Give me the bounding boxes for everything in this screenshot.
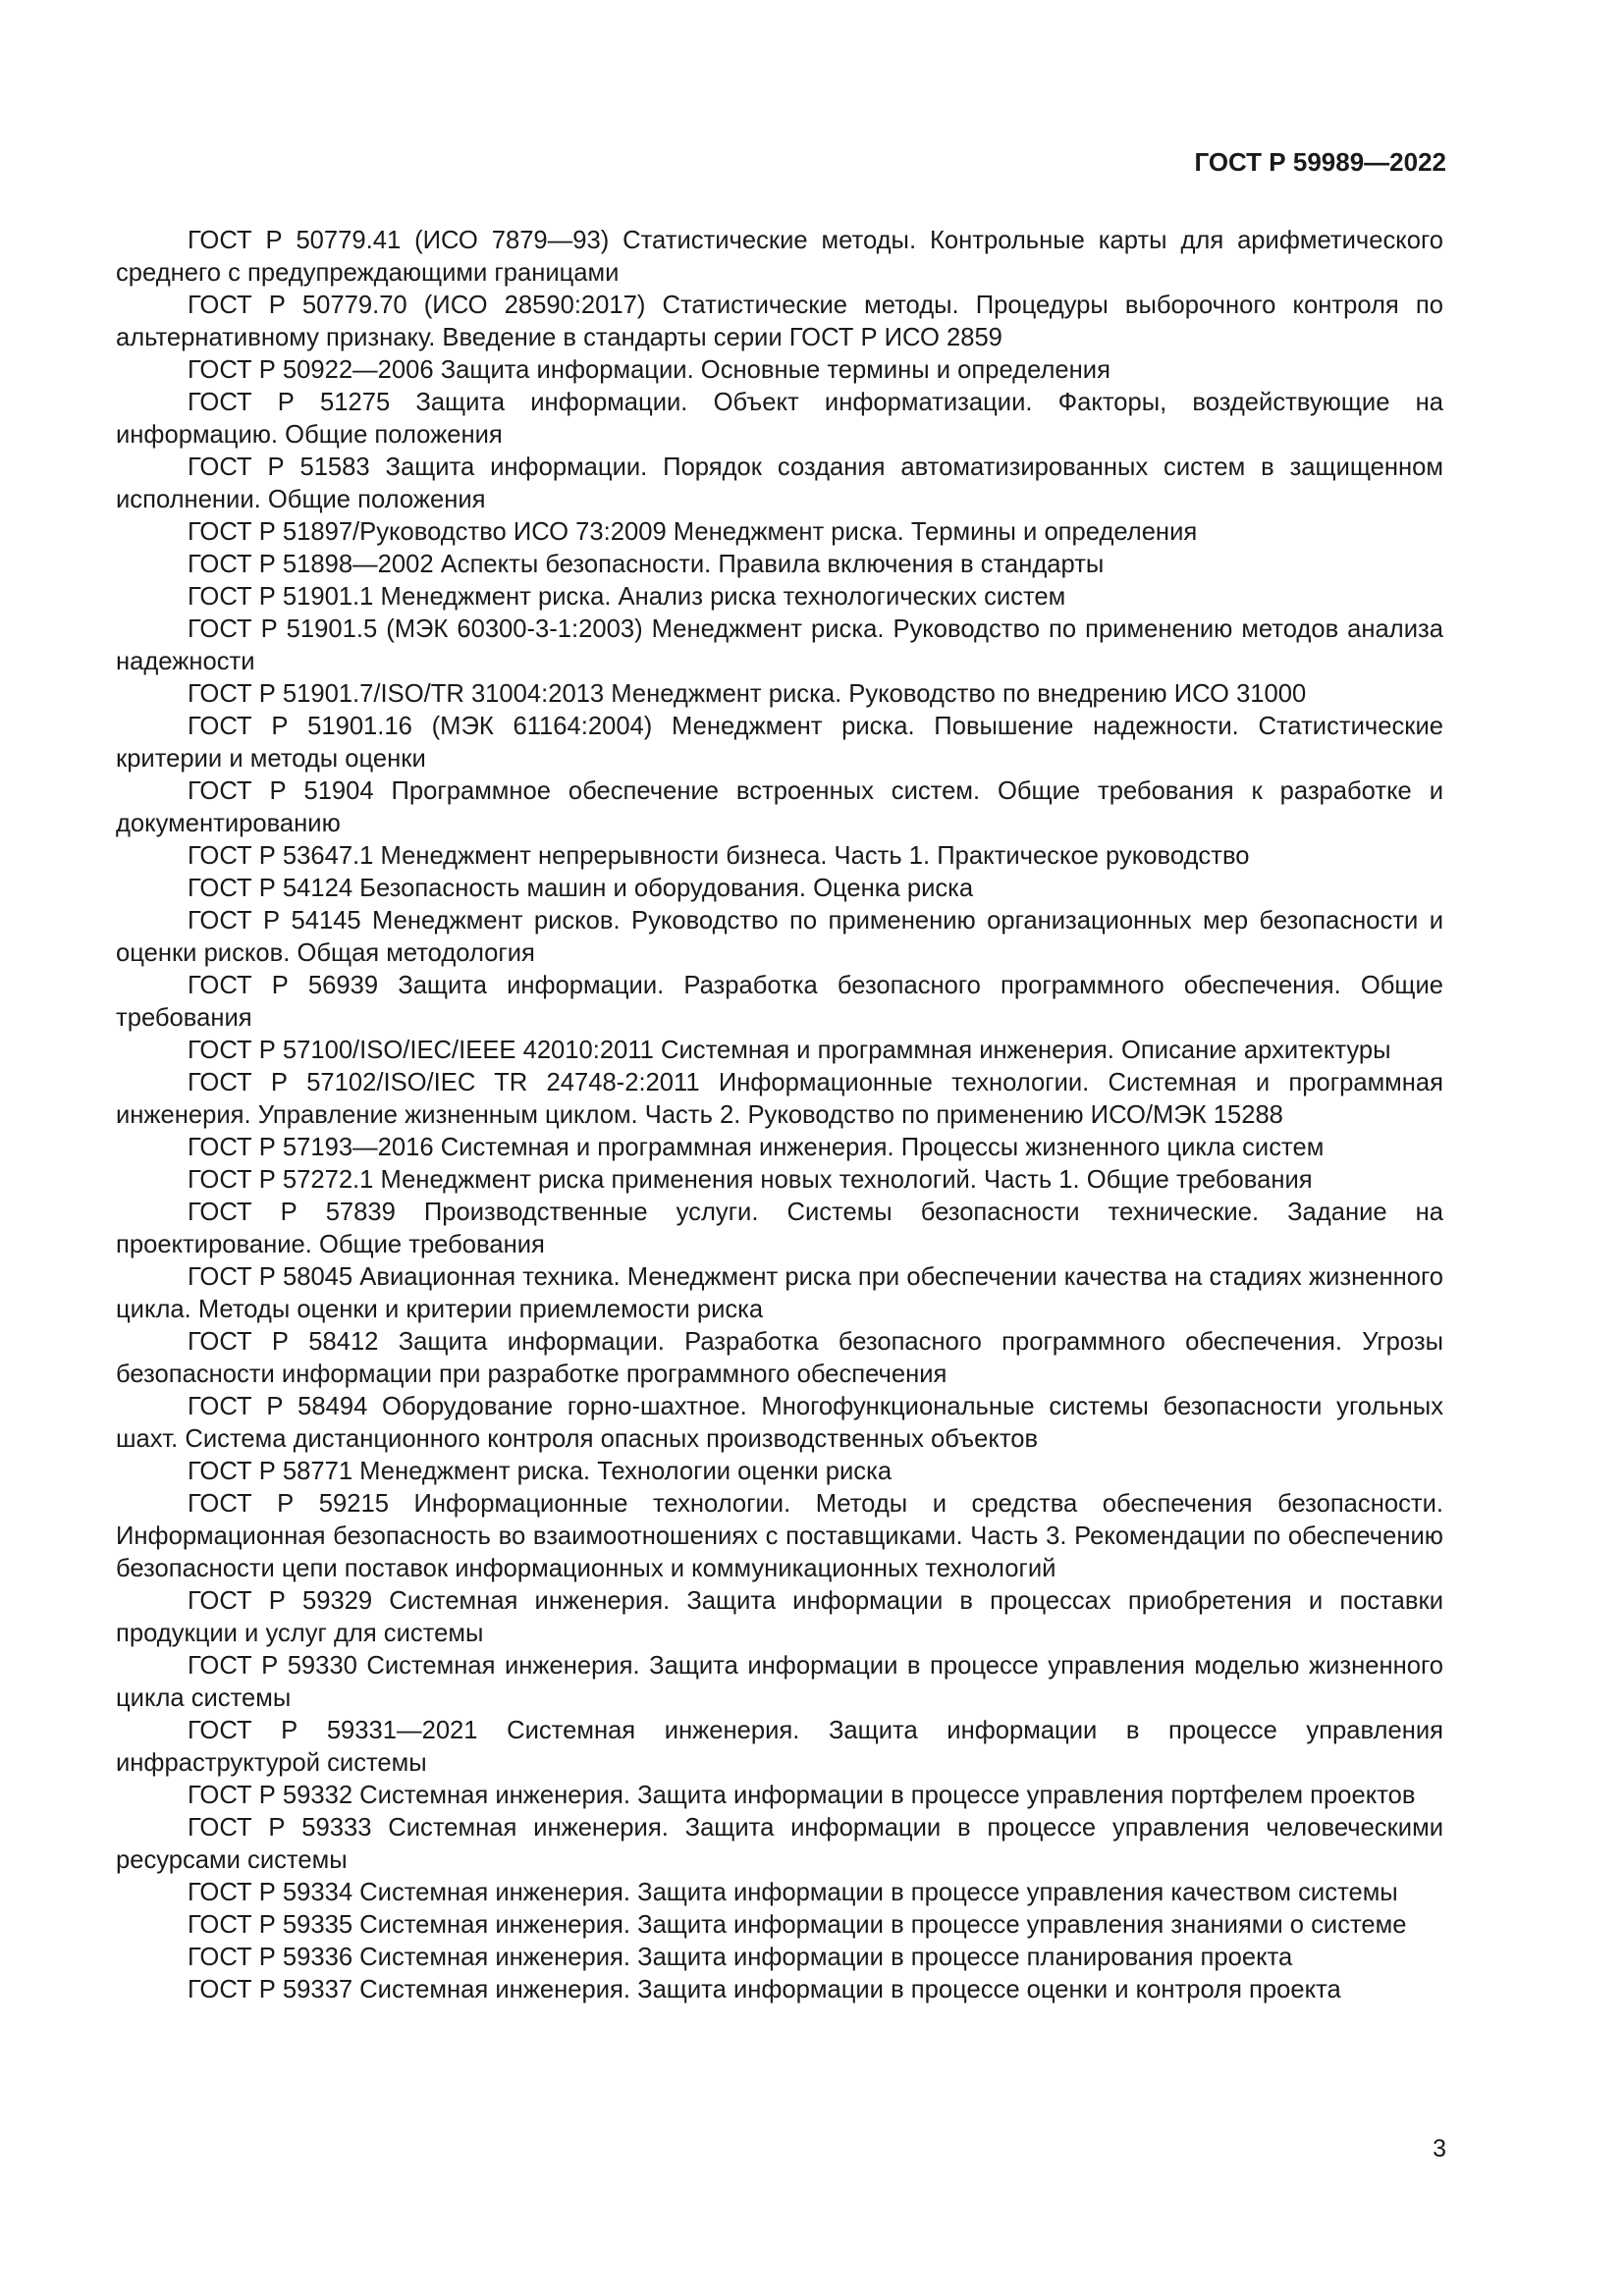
reference-entry: ГОСТ Р 59330 Системная инженерия. Защита информации в процессе управления моделью жизненного цикла системы [116,1652,1443,1712]
reference-entry: ГОСТ Р 50922—2006 Защита информации. Основные термины и определения [188,356,1110,384]
reference-entry: ГОСТ Р 54124 Безопасность машин и оборудования. Оценка риска [188,875,974,902]
reference-entry: ГОСТ Р 59337 Системная инженерия. Защита информации в процессе оценки и контроля проекта [188,1976,1341,2003]
document-code-header: ГОСТ Р 59989—2022 [1194,147,1446,177]
reference-entry: ГОСТ Р 57839 Производственные услуги. Системы безопасности технические. Задание на проектирование. Общие требования [116,1199,1443,1258]
reference-entry: ГОСТ Р 58412 Защита информации. Разработка безопасного программного обеспечения. Угрозы безопасности информации при разработке программного обеспечения [116,1328,1443,1388]
reference-entry: ГОСТ Р 57272.1 Менеджмент риска применения новых технологий. Часть 1. Общие требования [188,1166,1313,1194]
reference-entry: ГОСТ Р 51901.7/ISO/TR 31004:2013 Менеджмент риска. Руководство по внедрению ИСО 31000 [188,680,1307,708]
reference-entry: ГОСТ Р 57193—2016 Системная и программная инженерия. Процессы жизненного цикла систем [188,1134,1325,1161]
reference-entry: ГОСТ Р 58045 Авиационная техника. Менеджмент риска при обеспечении качества на стадиях жизненного цикла. Методы оценки и критерии приемлемости риска [116,1263,1443,1323]
reference-entry: ГОСТ Р 59215 Информационные технологии. Методы и средства обеспечения безопасности. Информационная безопасность во взаимоотношениях с поставщиками. Часть 3. Рекомендации по обеспечению безопасности цепи поставок информационных и коммуникационных технологий [116,1490,1443,1582]
page-number: 3 [1433,2135,1446,2163]
reference-entry: ГОСТ Р 59335 Системная инженерия. Защита информации в процессе управления знаниями о системе [188,1911,1407,1939]
reference-entry: ГОСТ Р 54145 Менеджмент рисков. Руководство по применению организационных мер безопасности и оценки рисков. Общая методология [116,907,1443,967]
reference-entry: ГОСТ Р 59336 Системная инженерия. Защита информации в процессе планирования проекта [188,1944,1293,1971]
reference-entry: ГОСТ Р 51897/Руководство ИСО 73:2009 Менеджмент риска. Термины и определения [188,518,1198,546]
reference-entry: ГОСТ Р 57100/ISO/IEC/IEEE 42010:2011 Системная и программная инженерия. Описание архитектуры [188,1037,1391,1064]
reference-entry: ГОСТ Р 58771 Менеджмент риска. Технологии оценки риска [188,1458,893,1485]
reference-entry: ГОСТ Р 59331—2021 Системная инженерия. Защита информации в процессе управления инфраструктурой системы [116,1717,1443,1777]
reference-entry: ГОСТ Р 57102/ISO/IEC TR 24748-2:2011 Информационные технологии. Системная и программная инженерия. Управление жизненным циклом. Часть 2. Руководство по применению ИСО/МЭК 15288 [116,1069,1443,1129]
reference-entry: ГОСТ Р 59334 Системная инженерия. Защита информации в процессе управления качеством системы [188,1879,1398,1906]
reference-entry: ГОСТ Р 59333 Системная инженерия. Защита информации в процессе управления человеческими ресурсами системы [116,1814,1443,1874]
reference-entry: ГОСТ Р 59332 Системная инженерия. Защита информации в процессе управления портфелем проектов [188,1782,1416,1809]
reference-entry: ГОСТ Р 56939 Защита информации. Разработка безопасного программного обеспечения. Общие требования [116,972,1443,1032]
reference-entry: ГОСТ Р 50779.41 (ИСО 7879—93) Статистические методы. Контрольные карты для арифметического среднего с предупреждающими границами [116,227,1443,287]
reference-entry: ГОСТ Р 51583 Защита информации. Порядок создания автоматизированных систем в защищенном исполнении. Общие положения [116,454,1443,513]
reference-entry: ГОСТ Р 53647.1 Менеджмент непрерывности бизнеса. Часть 1. Практическое руководство [188,842,1250,870]
reference-entry: ГОСТ Р 51275 Защита информации. Объект информатизации. Факторы, воздействующие на информацию. Общие положения [116,389,1443,449]
reference-entry: ГОСТ Р 51901.5 (МЭК 60300-3-1:2003) Менеджмент риска. Руководство по применению методов анализа надежности [116,615,1443,675]
reference-entry: ГОСТ Р 58494 Оборудование горно-шахтное. Многофункциональные системы безопасности угольных шахт. Система дистанционного контроля опасных производственных объектов [116,1393,1443,1453]
reference-entry: ГОСТ Р 51898—2002 Аспекты безопасности. Правила включения в стандарты [188,551,1105,578]
reference-entry: ГОСТ Р 51901.1 Менеджмент риска. Анализ риска технологических систем [188,583,1066,611]
reference-entry: ГОСТ Р 51901.16 (МЭК 61164:2004) Менеджмент риска. Повышение надежности. Статистические критерии и методы оценки [116,713,1443,773]
reference-entry: ГОСТ Р 59329 Системная инженерия. Защита информации в процессах приобретения и поставки продукции и услуг для системы [116,1587,1443,1647]
reference-entry: ГОСТ Р 50779.70 (ИСО 28590:2017) Статистические методы. Процедуры выборочного контроля по альтернативному признаку. Введение в стандарты серии ГОСТ Р ИСО 2859 [116,292,1443,351]
normative-references-list [116,225,1443,2006]
reference-entry: ГОСТ Р 51904 Программное обеспечение встроенных систем. Общие требования к разработке и документированию [116,777,1443,837]
